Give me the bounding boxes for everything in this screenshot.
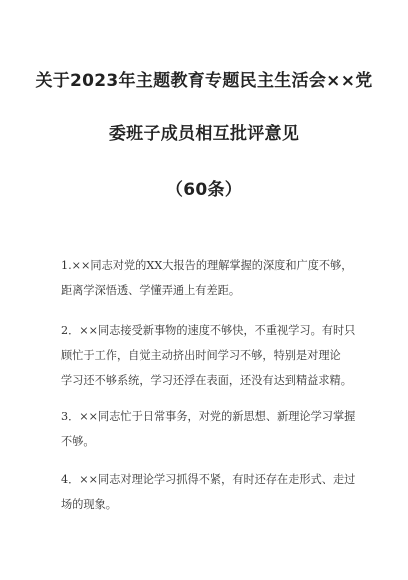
paragraph-line: 场的现象。 [61,498,117,511]
paragraph-item-3 [61,404,357,454]
paragraph-line: 3．××同志忙于日常事务，对党的新思想、新理论学习掌握 [61,410,356,423]
paragraph-line: 2．××同志接受新事物的速度不够快，不重视学习。有时只 [61,324,356,337]
paragraph-line: 顾忙于工作，自觉主动挤出时间学习不够，特别是对理论 [61,349,341,362]
paragraph-line: 不够。 [61,435,95,448]
document-subtitle-count: （60条） [165,180,243,200]
paragraph-item-4 [61,467,357,517]
paragraph-line: 学习还不够系统，学习还浮在表面，还没有达到精益求精。 [61,374,352,387]
paragraph-line: 4．××同志对理论学习抓得不紧，有时还存在走形式、走过 [61,473,356,486]
paragraph-line: 距离学深悟透、学懂弄通上有差距。 [61,284,241,297]
paragraph-item-1 [61,253,357,303]
paragraph-item-2 [61,318,357,393]
paragraph-line: 1.××同志对党的XX大报告的理解掌握的深度和广度不够， [61,259,353,272]
document-title-line-2: 委班子成员相互批评意见 [108,124,300,144]
document-title-line-1: 关于2023年主题教育专题民主生活会××党 [35,71,373,91]
